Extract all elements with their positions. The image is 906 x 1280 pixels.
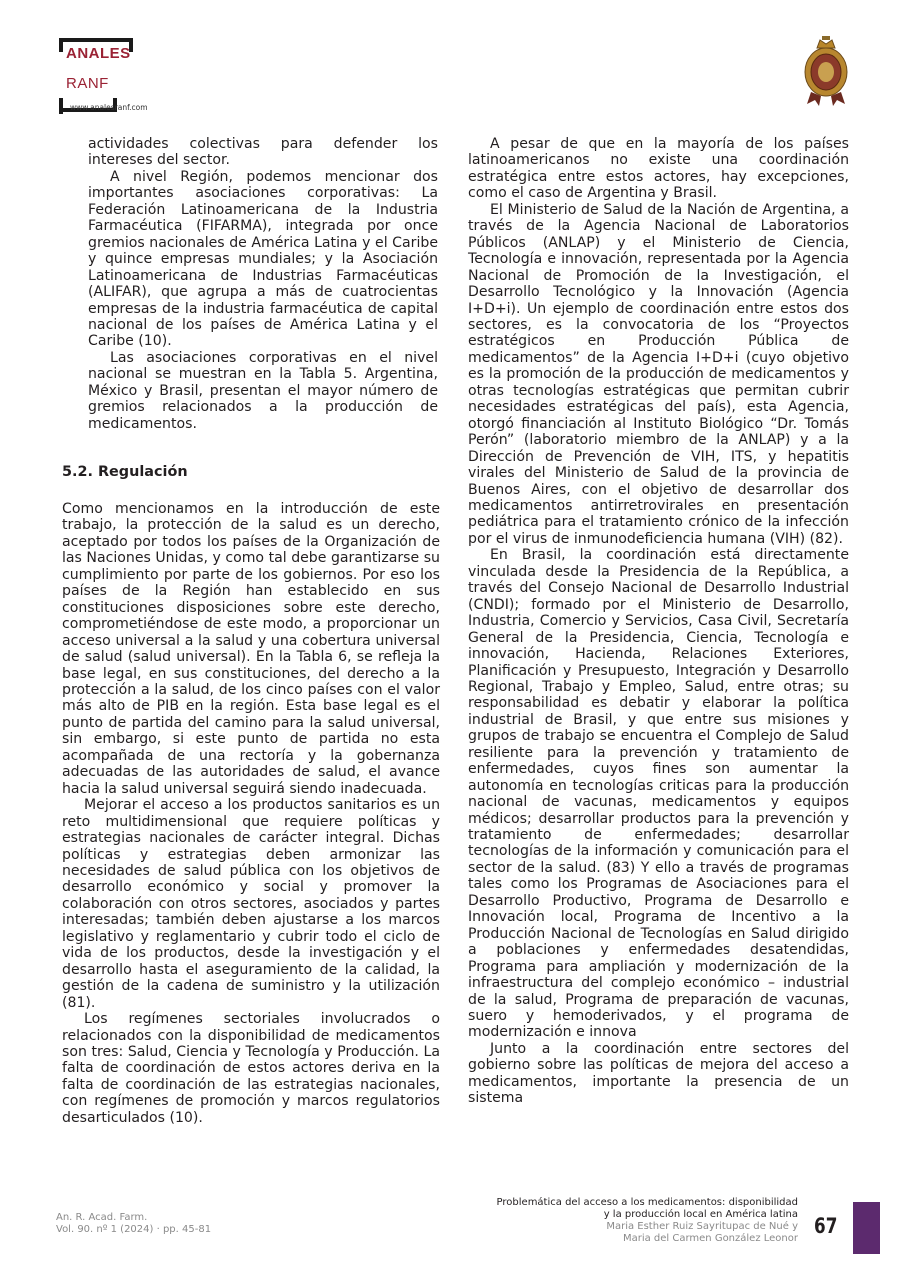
paragraph: Junto a la coordinación entre sectores del gobierno sobre las políticas de mejora del acceso a medicamentos, importante la presencia de un sistema [468, 1040, 849, 1107]
page-number: 67 [814, 1214, 838, 1238]
journal-volume: Vol. 90. nº 1 (2024) · pp. 45-81 [56, 1224, 212, 1235]
journal-name: An. R. Acad. Farm. [56, 1212, 148, 1223]
logo-url: www.analesranf.com [70, 103, 148, 112]
journal-logo [56, 36, 176, 116]
paragraph: Los regímenes sectoriales involucrados o relacionados con la disponibilidad de medicamentos son tres: Salud, Ciencia y Tecnología y Producción. La falta de coordinación de estos actores deriva en la falta de coordinación de las estrategias nacionales, con regímenes de promoción y marcos regulatorios desarticulados (10). [62, 1011, 440, 1126]
paragraph: actividades colectivas para defender los intereses del sector. [88, 136, 438, 169]
paragraph: El Ministerio de Salud de la Nación de Argentina, a través de la Agencia Nacional de Laboratorios Públicos (ANLAP) y el Ministerio de Ciencia, Tecnología e innovación, representada por la Agencia Nacional de Promoción de la Investigación, el Desarrollo Tecnológico y la Innovación (Agencia I+D+i). Un ejemplo de coordinación entre estos dos sectores, es la convocatoria de los “Proyectos estratégicos en Producción Pública de medicamentos” de la Agencia I+D+i (cuyo objetivo es la promoción de la producción de medicamentos y otras tecnologías estratégicas que permitan cubrir necesidades estratégicas del país), esta Agencia, otorgó financiación al Instituto Biológico “Dr. Tomás Perón” (laboratorio miembro de la ANLAP) y a la Dirección de Prevención de VIH, ITS, y hepatitis virales del Ministerio de Salud de la provincia de Buenos Aires, con el objetivo de desarrollar dos medicamentos antirretrovirales en presentación pediátrica para el tratamiento crónico de la infección por el virus de inmunodeficiencia humana (VIH) (82). [468, 201, 849, 547]
article-authors-line: Maria del Carmen González Leonor [622, 1233, 798, 1244]
paragraph: Como mencionamos en la introducción de este trabajo, la protección de la salud es un derecho, aceptado por todos los países de la Organización de las Naciones Unidas, y como tal debe garantizarse su cumplimiento por parte de los gobiernos. Por eso los países de la Región han establecido en sus constituciones disposiciones sobre este derecho, comprometiéndose de este modo, a proporcionar un acceso universal a la salud y una cobertura universal de salud (salud universal). En la Tabla 6, se refleja la base legal, en sus constituciones, del derecho a la protección a la salud, de los cinco países con el valor más alto de PIB en la región. Esta base legal es el punto de partida del camino para la salud universal, sin embargo, si este punto de partida no esta acompañada de una rectoría y la gobernanza adecuadas de las autoridades de salud, el avance hacia la salud universal seguirá siendo inadecuada. [62, 501, 440, 797]
logo-word-anales: ANALES [66, 45, 131, 62]
royal-academy-crest-icon [803, 34, 849, 108]
paragraph: Mejorar el acceso a los productos sanitarios es un reto multidimensional que requiere políticas y estrategias nacionales de carácter integral. Dichas políticas y estrategias deben armonizar las necesidades de salud pública con los objetivos de desarrollo económico y social y promover la colaboración con otros sectores, asociados y partes interesadas; también deben ajustarse a los marcos legislativo y reglamentario y cubrir todo el ciclo de vida de los productos, desde la investigación y el desarrollo hasta el aseguramiento de la calidad, la gestión de la cadena de suministro y la utilización (81). [62, 797, 440, 1011]
article-title-line: Problemática del acceso a los medicamentos: disponibilidad [496, 1197, 798, 1208]
paragraph: En Brasil, la coordinación está directamente vinculada desde la Presidencia de la República, a través del Consejo Nacional de Desarrollo Industrial (CNDI); formado por el Ministerio de Desarrollo, Industria, Comercio y Servicios, Casa Civil, Secretaría General de la Presidencia, Ciencia, Tecnología e innovación, Hacienda, Relaciones Exteriores, Planificación y Presupuesto, Integración y Desarrollo Regional, Trabajo y Empleo, Salud, entre otras; su responsabilidad es debatir y elaborar la política industrial de Brasil, y que entre sus misiones y grupos de trabajo se encuentra el Complejo de Salud resiliente para la prevención y tratamiento de enfermedades, cuyos fines son aumentar la autonomía en tecnologías criticas para la producción nacional de vacunas, medicamentos y equipos médicos; desarrollar productos para la prevención y tratamiento de enfermedades; desarrollar tecnologías de la información y comunicación para el sector de la salud. (83) Y ello a través de programas tales como los Programas de Asociaciones para el Desarrollo Productivo, Programa de Desarrollo e Innovación local, Programa de Incentivo a la Producción Nacional de Tecnologías en Salud dirigido a poblaciones y enfermedades desatendidas, Programa para ampliación y modernización de la infraestructura del complejo económico – industrial de la salud, Programa de preparación de vacunas, suero y hemoderivados, y el programa de modernización e innova [468, 547, 849, 1041]
left-column-upper [88, 136, 438, 432]
article-footer [438, 1197, 798, 1245]
paragraph: A pesar de que en la mayoría de los países latinoamericanos no existe una coordinación estratégica entre estos actores, hay excepciones, como el caso de Argentina y Brasil. [468, 136, 849, 202]
paragraph: Las asociaciones corporativas en el nivel nacional se muestran en la Tabla 5. Argentina, México y Brasil, presentan el mayor número de gremios relacionados a la producción de medicamentos. [88, 349, 438, 432]
paragraph: A nivel Región, podemos mencionar dos importantes asociaciones corporativas: La Federación Latinoamericana de la Industria Farmacéutica (FIFARMA), integrada por once gremios nacionales de América Latina y el Caribe y quince empresas mundiales; y la Asociación Latinoamericana de Industrias Farmacéuticas (ALIFAR), que agrupa a más de cuatrocientas empresas de la industria farmacéutica de capital nacional de los países de América Latina y el Caribe (10). [88, 168, 438, 350]
logo-word-ranf: RANF [66, 75, 109, 92]
left-column-lower [62, 501, 440, 1126]
page-accent-tab [853, 1202, 880, 1254]
section-heading: 5.2. Regulación [62, 464, 188, 480]
article-authors-line: Maria Esther Ruiz Sayritupac de Nué y [606, 1221, 798, 1232]
journal-citation [56, 1212, 211, 1236]
right-column [468, 136, 849, 1107]
article-title-line: y la producción local en América latina [603, 1209, 798, 1220]
